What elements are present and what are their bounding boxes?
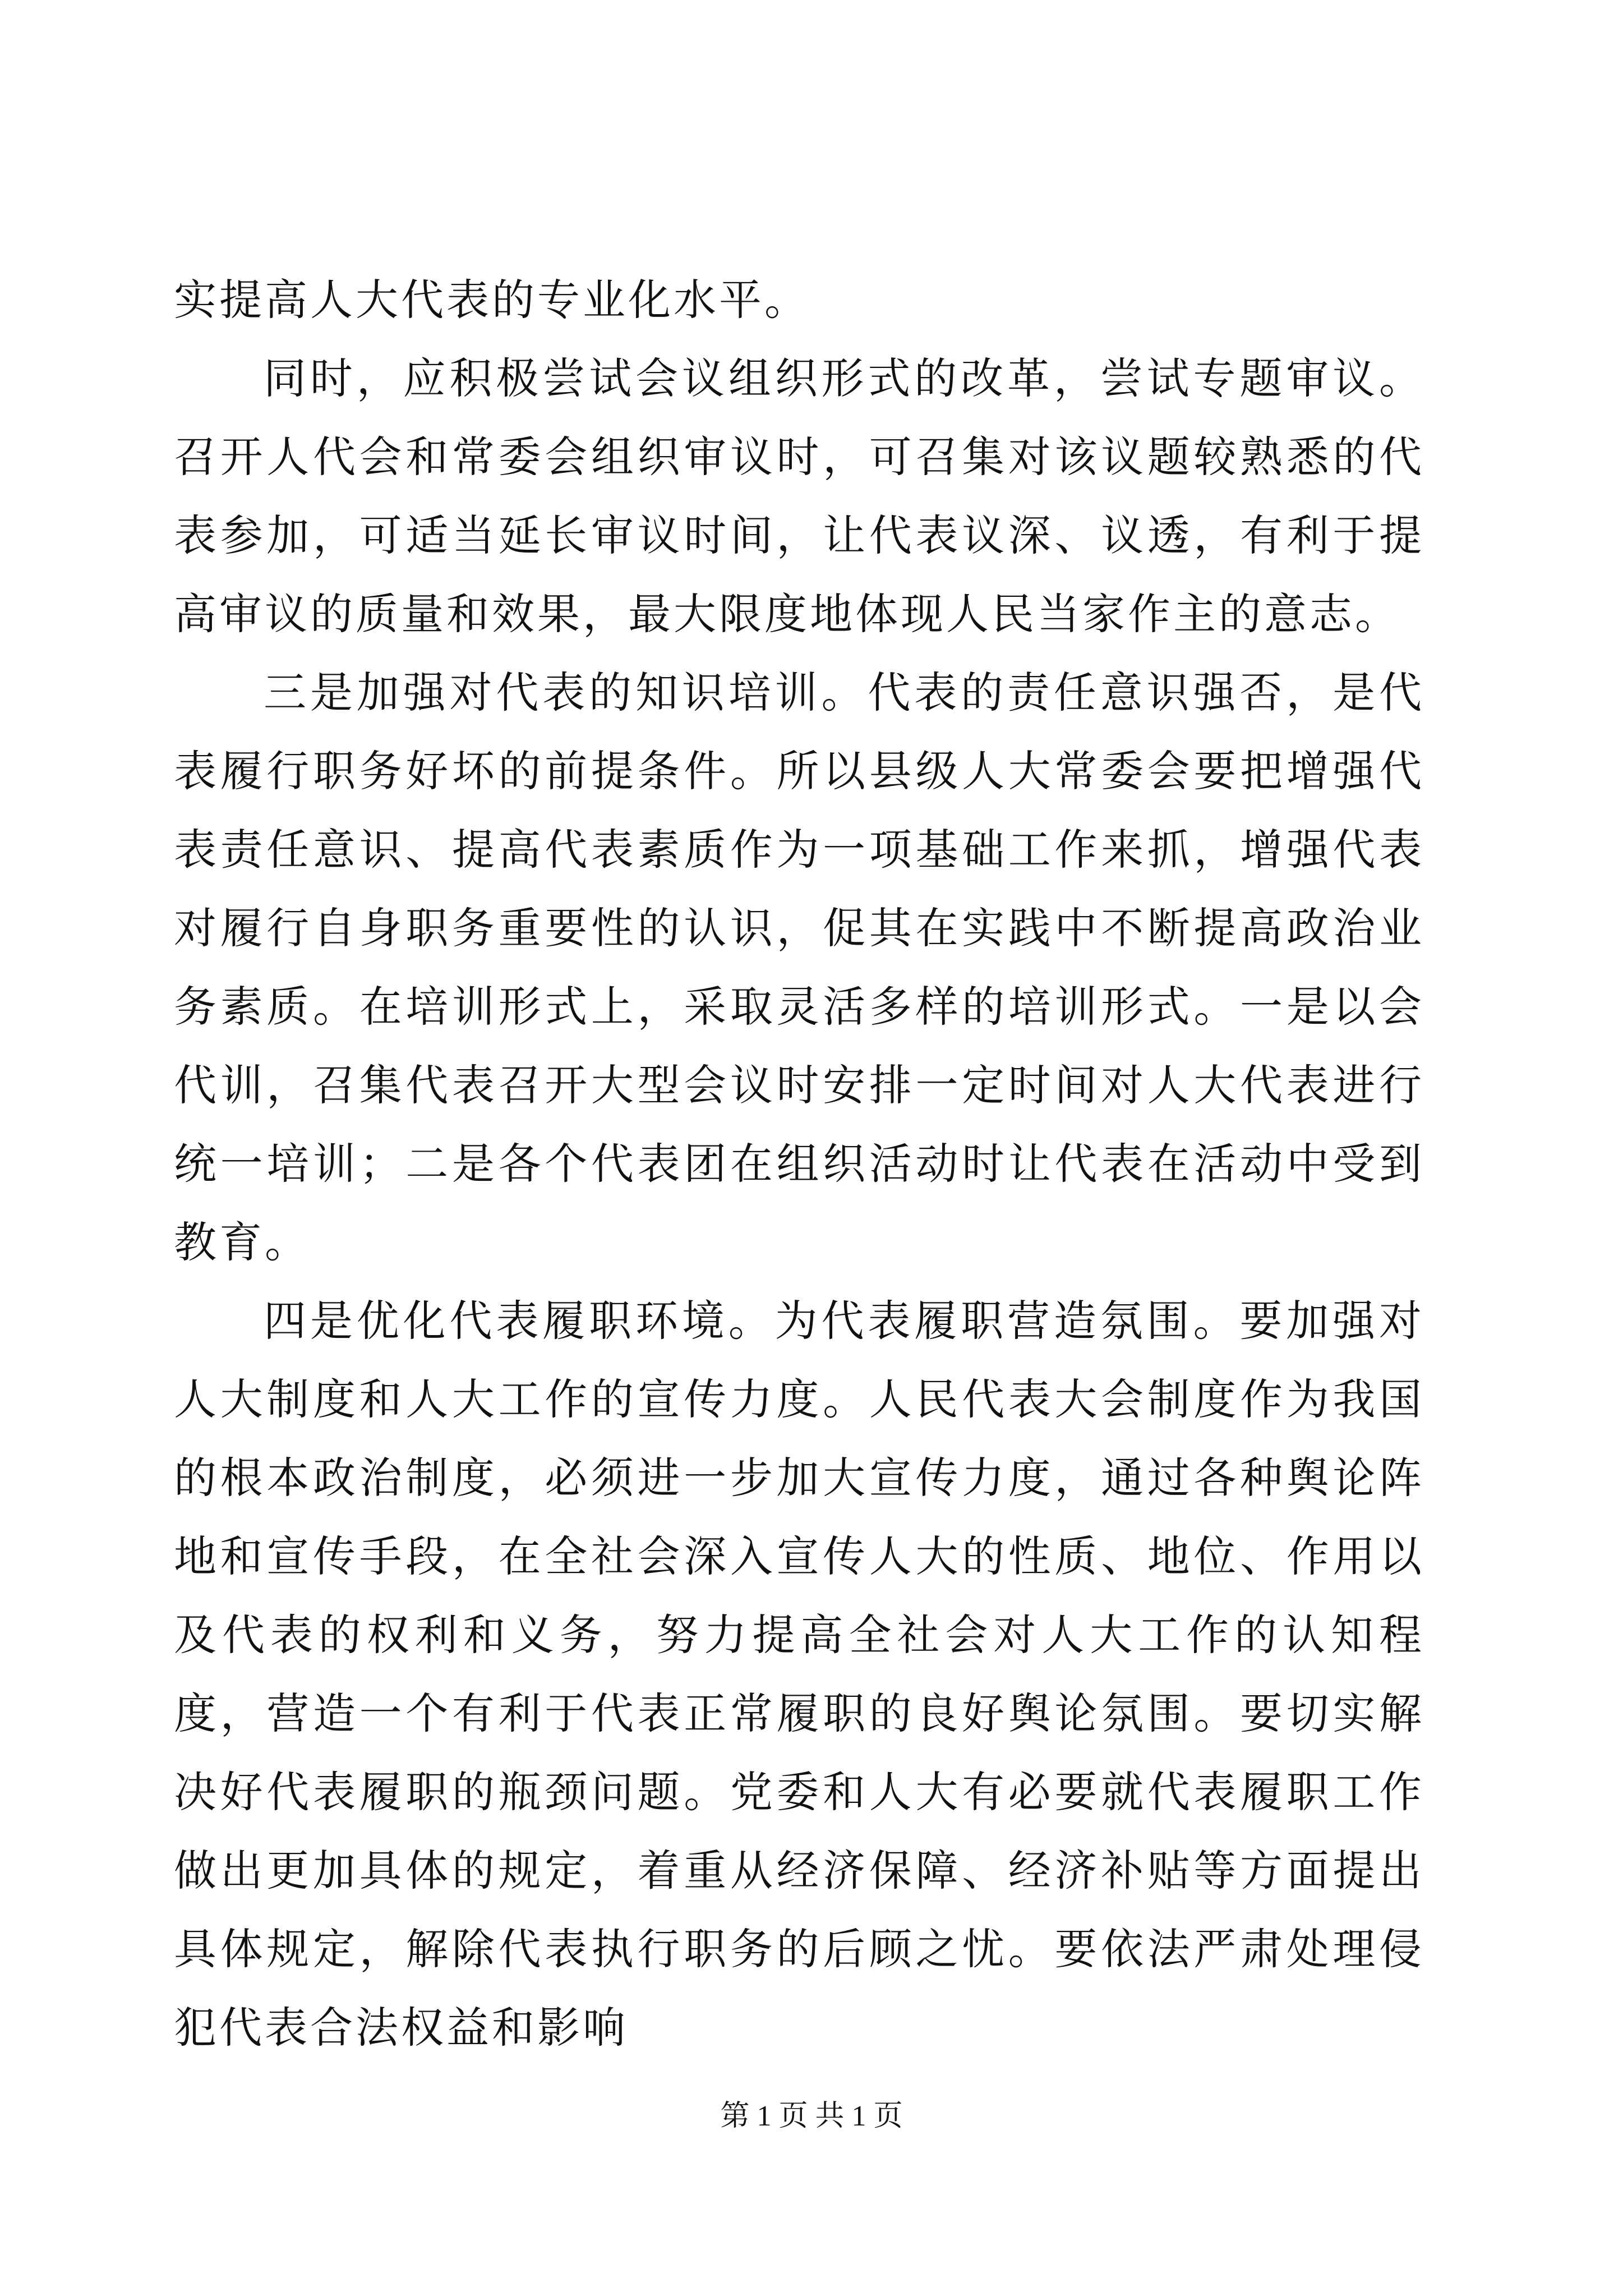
page-footer: 第 1 页 共 1 页 bbox=[720, 2100, 903, 2132]
paragraph-environment: 四是优化代表履职环境。为代表履职营造氛围。要加强对人大制度和人大工作的宣传力度。人民代表大会制度作为我国的根本政治制度，必须进一步加大宣传力度，通过各种舆论阵地和宣传手段，在全社会深入宣传人大的性质、地位、作用以及代表的权利和义务，努力提高全社会对人大工作的认知程度，营造一个有利于代表正常履职的良好舆论氛围。要切实解决好代表履职的瓶颈问题。党委和人大有必要就代表履职工作做出更加具体的规定，着重从经济保障、经济补贴等方面提出具体规定，解除代表执行职务的后顾之忧。要依法严肃处理侵犯代表合法权益和影响 bbox=[174, 1296, 1424, 2053]
paragraph-continuation: 实提高人大代表的专业化水平。 bbox=[174, 275, 810, 325]
document-body bbox=[174, 261, 1424, 2067]
paragraph-meeting-reform: 同时，应积极尝试会议组织形式的改革，尝试专题审议。召开人代会和常委会组织审议时，可召集对该议题较熟悉的代表参加，可适当延长审议时间，让代表议深、议透，有利于提高审议的质量和效果，最大限度地体现人民当家作主的意志。 bbox=[174, 353, 1424, 639]
paragraph-training: 三是加强对代表的知识培训。代表的责任意识强否，是代表履行职务好坏的前提条件。所以县级人大常委会要把增强代表责任意识、提高代表素质作为一项基础工作来抓，增强代表对履行自身职务重要性的认识，促其在实践中不断提高政治业务素质。在培训形式上，采取灵活多样的培训形式。一是以会代训，召集代表召开大型会议时安排一定时间对人大代表进行统一培训；二是各个代表团在组织活动时让代表在活动中受到教育。 bbox=[174, 668, 1424, 1267]
